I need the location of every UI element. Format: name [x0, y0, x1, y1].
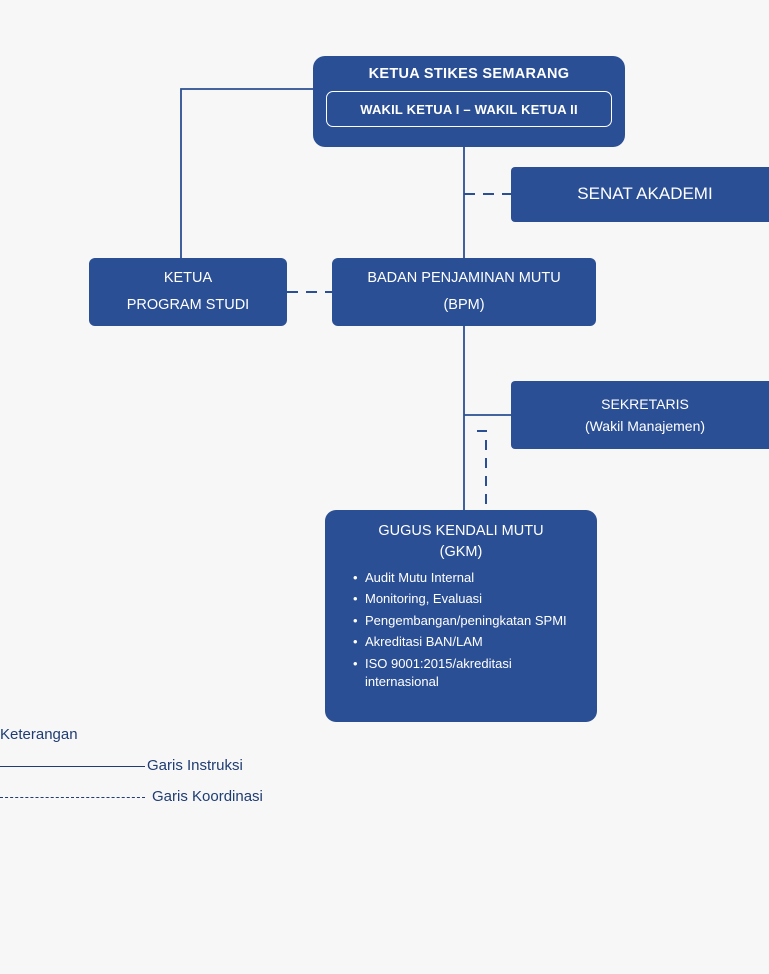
legend-row-koordinasi	[0, 788, 420, 805]
node-gugus-kendali-mutu[interactable]	[325, 510, 597, 722]
node-badan-penjaminan-mutu[interactable]	[332, 258, 596, 326]
node-sekretaris[interactable]	[511, 381, 769, 449]
list-item: • Akreditasi BAN/LAM	[353, 633, 587, 651]
legend-label-instruksi: Garis Instruksi	[147, 757, 243, 774]
legend-title: Keterangan	[0, 726, 78, 743]
list-item: • ISO 9001:2015/akreditasi internasional	[353, 655, 587, 692]
node-prodi-line1: KETUA	[163, 269, 213, 286]
node-gkm-line2: (GKM)	[439, 544, 483, 561]
legend	[0, 726, 420, 805]
list-item: • Pengembangan/peningkatan SPMI	[353, 612, 587, 630]
list-item: • Monitoring, Evaluasi	[353, 590, 587, 608]
node-bpm-line2: (BPM)	[443, 297, 485, 313]
node-gkm-line1: GUGUS KENDALI MUTU	[378, 523, 544, 539]
node-ketua-stikes-title: KETUA STIKES SEMARANG	[368, 66, 570, 82]
node-ketua-program-studi[interactable]	[89, 258, 287, 326]
node-wakil-ketua[interactable]	[326, 91, 612, 127]
dashed-line-icon	[0, 796, 145, 798]
line-coord-sekretaris-gkm	[477, 431, 486, 510]
node-senat-akademi[interactable]	[511, 167, 769, 222]
list-item: • Audit Mutu Internal	[353, 569, 587, 587]
legend-row-instruksi	[0, 757, 420, 774]
node-sekretaris-line2: (Wakil Manajemen)	[584, 418, 706, 434]
node-bpm-line1: BADAN PENJAMINAN MUTU	[367, 269, 561, 286]
node-sekretaris-line1: SEKRETARIS	[601, 395, 689, 412]
node-gkm-task-list	[325, 569, 597, 695]
line-ketua-to-prodi	[181, 89, 313, 258]
legend-label-koordinasi: Garis Koordinasi	[152, 788, 263, 805]
solid-line-icon	[0, 765, 145, 767]
node-senat-label: SENAT AKADEMI	[577, 184, 713, 204]
node-ketua-stikes[interactable]	[313, 56, 625, 147]
node-wakil-ketua-label: WAKIL KETUA I – WAKIL KETUA II	[360, 101, 578, 117]
node-prodi-line2: PROGRAM STUDI	[126, 297, 250, 313]
